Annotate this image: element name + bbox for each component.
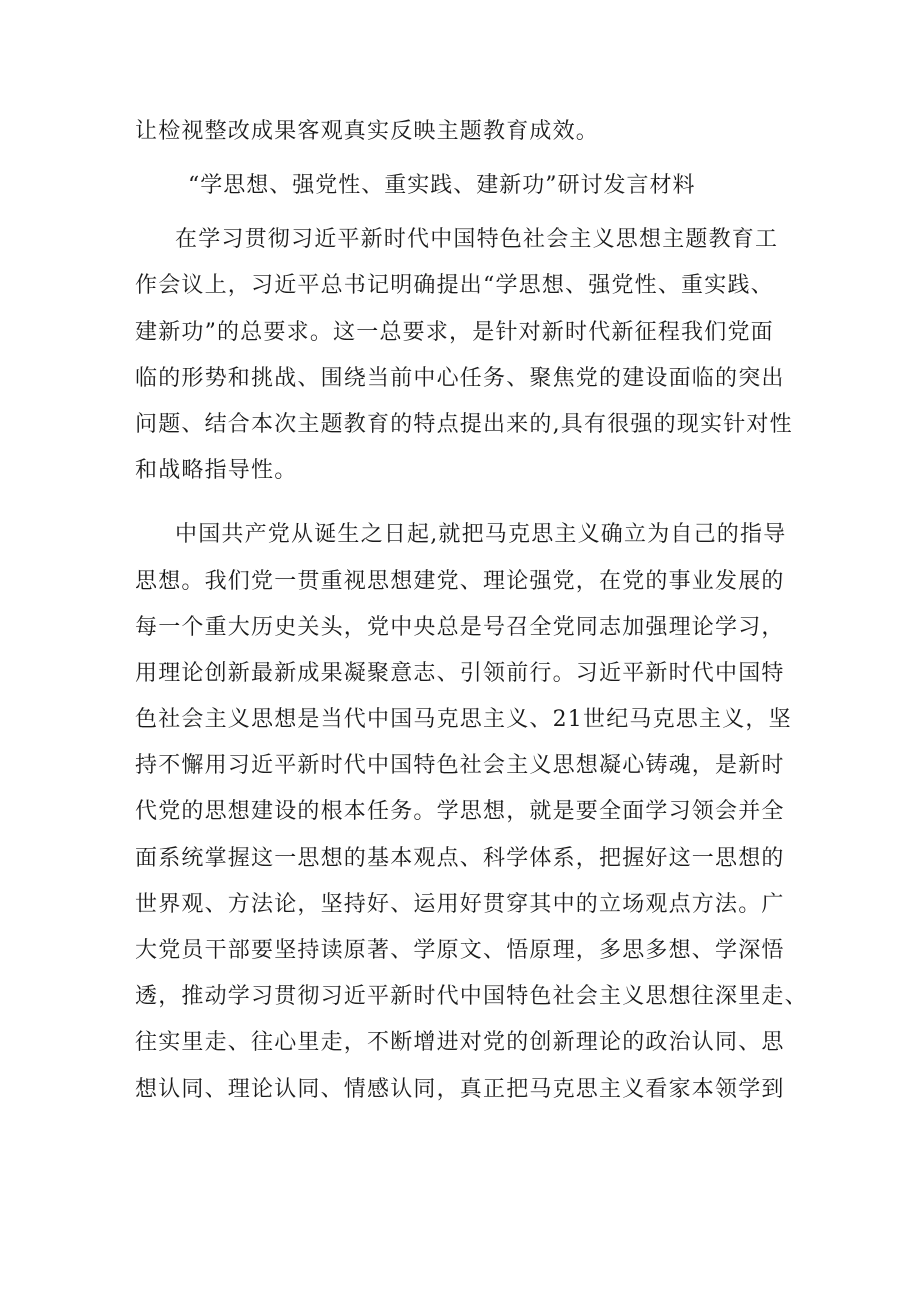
paragraph-line: 在学习贯彻习近平新时代中国特色社会主义思想主题教育工 — [175, 227, 779, 253]
paragraph-line: 问题、结合本次主题教育的特点提出来的,具有很强的现实针对性 — [135, 411, 793, 437]
paragraph-line: 往实里走、往心里走，不断增进对党的创新理论的政治认同、思 — [135, 1030, 785, 1056]
paragraph-line: 世界观、方法论，坚持好、运用好贯穿其中的立场观点方法。广 — [135, 891, 785, 917]
paragraph-line: 和战略指导性。 — [135, 458, 298, 484]
paragraph-line: 思想。我们党一贯重视思想建党、理论强党，在党的事业发展的 — [135, 568, 785, 594]
paragraph-line: 持不懈用习近平新时代中国特色社会主义思想凝心铸魂，是新时 — [135, 753, 785, 779]
paragraph-line: 作会议上，习近平总书记明确提出“学思想、强党性、重实践、 — [135, 273, 774, 299]
paragraph-line: 想认同、理论认同、情感认同，真正把马克思主义看家本领学到 — [135, 1076, 785, 1102]
paragraph-gap — [135, 494, 795, 512]
paragraph-line: 中国共产党从诞生之日起,就把马克思主义确立为自己的指导 — [175, 522, 787, 548]
paragraph-line: 用理论创新最新成果凝聚意志、引领前行。习近平新时代中国特 — [135, 660, 785, 686]
paragraph-line: 临的形势和挑战、围绕当前中心任务、聚焦党的建设面临的突出 — [135, 365, 785, 391]
paragraph-line: 面系统掌握这一思想的基本观点、科学体系，把握好这一思想的 — [135, 845, 785, 871]
paragraph-line: 代党的思想建设的根本任务。学思想，就是要全面学习领会并全 — [135, 799, 785, 825]
paragraph-line: 大党员干部要坚持读原著、学原文、悟原理，多思多想、学深悟 — [135, 938, 785, 963]
paragraph-1 — [135, 217, 795, 494]
document-body — [135, 109, 808, 1113]
section-title: “学思想、强党性、重实践、建新功”研讨发言材料 — [188, 173, 696, 199]
paragraph-line: 建新功”的总要求。这一总要求，是针对新时代新征程我们党面 — [135, 319, 774, 345]
paragraph-continuation: 让检视整改成果客观真实反映主题教育成效。 — [135, 119, 600, 144]
paragraph-2 — [135, 512, 808, 1112]
paragraph-line: 透，推动学习贯彻习近平新时代中国特色社会主义思想往深里走、 — [135, 984, 808, 1010]
paragraph-line: 每一个重大历史关头，党中央总是号召全党同志加强理论学习， — [135, 614, 785, 640]
paragraph-line: 色社会主义思想是当代中国马克思主义、21世纪马克思主义，坚 — [135, 707, 792, 733]
